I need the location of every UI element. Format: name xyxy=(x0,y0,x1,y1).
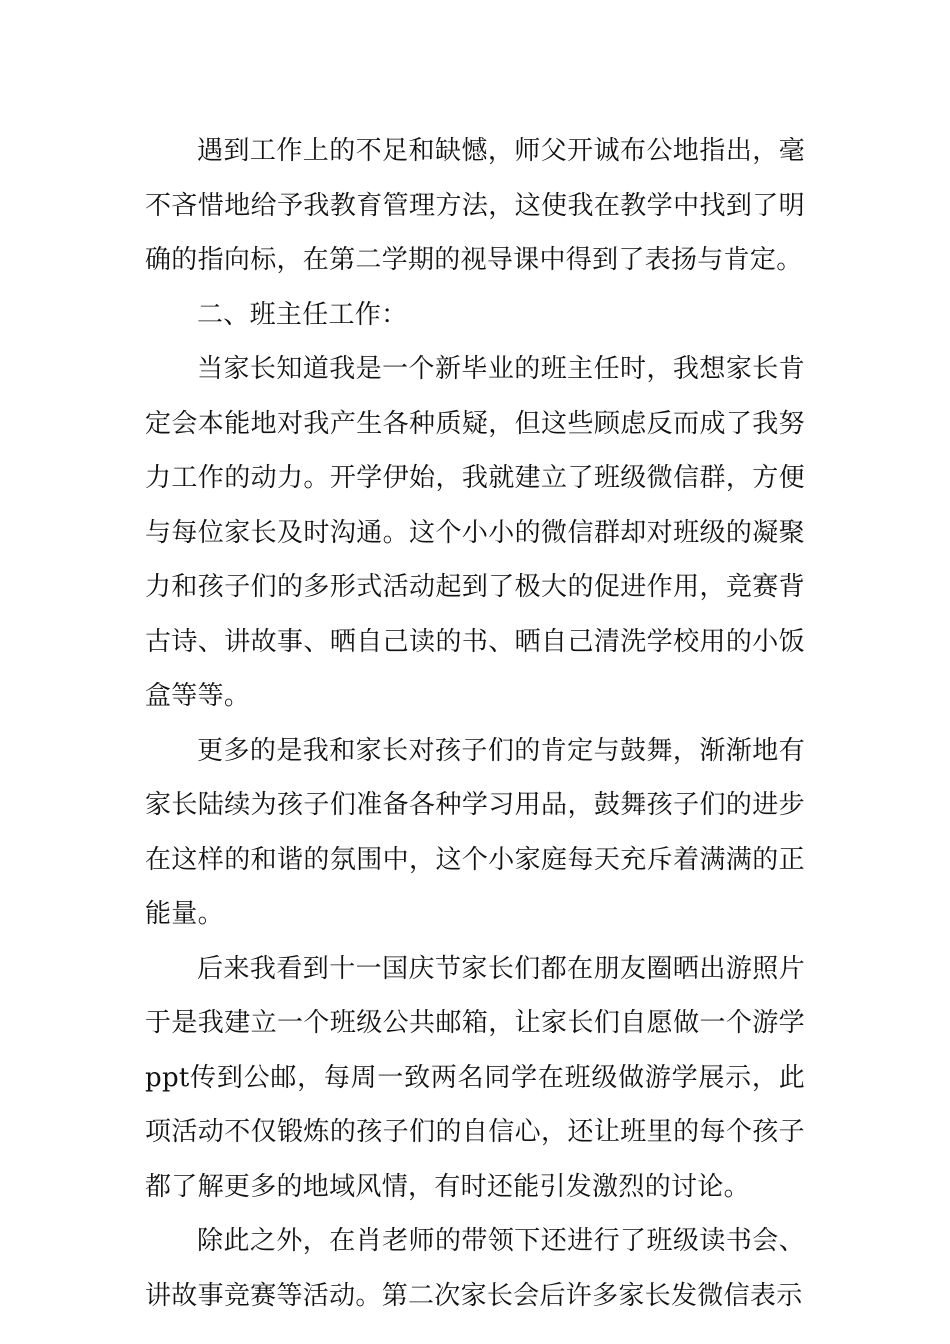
paragraph-class-mailbox: 后来我看到十一国庆节家长们都在朋友圈晒出游照片于是我建立一个班级公共邮箱，让家长们自愿做一个游学ppt传到公邮，每周一致两名同学在班级做游学展示，此项活动不仅锻炼的孩子们的自信心，还让班里的每个孩子都了解更多的地域风情，有时还能引发激烈的讨论。 xyxy=(145,953,805,1202)
document-body xyxy=(145,124,805,1323)
paragraph-encouragement: 更多的是我和家长对孩子们的肯定与鼓舞，渐渐地有家长陆续为孩子们准备各种学习用品，鼓舞孩子们的进步在这样的和谐的氛围中，这个小家庭每天充斥着满满的正能量。 xyxy=(145,735,805,929)
paragraph-wechat-group: 当家长知道我是一个新毕业的班主任时，我想家长肯定会本能地对我产生各种质疑，但这些顾虑反而成了我努力工作的动力。开学伊始，我就建立了班级微信群，方便与每位家长及时沟通。这个小小的微信群却对班级的凝聚力和孩子们的多形式活动起到了极大的促进作用，竞赛背古诗、讲故事、晒自己读的书、晒自己清洗学校用的小饭盒等等。 xyxy=(145,354,805,711)
paragraph-mentor-feedback: 遇到工作上的不足和缺憾，师父开诚布公地指出，毫不吝惜地给予我教育管理方法，这使我在教学中找到了明确的指向标，在第二学期的视导课中得到了表扬与肯定。 xyxy=(145,136,805,275)
paragraph-reading-club: 除此之外，在肖老师的带领下还进行了班级读书会、讲故事竞赛等活动。第二次家长会后许多家长发微信表示 xyxy=(145,1226,805,1311)
section-heading-class-teacher-work: 二、班主任工作： xyxy=(197,299,408,330)
